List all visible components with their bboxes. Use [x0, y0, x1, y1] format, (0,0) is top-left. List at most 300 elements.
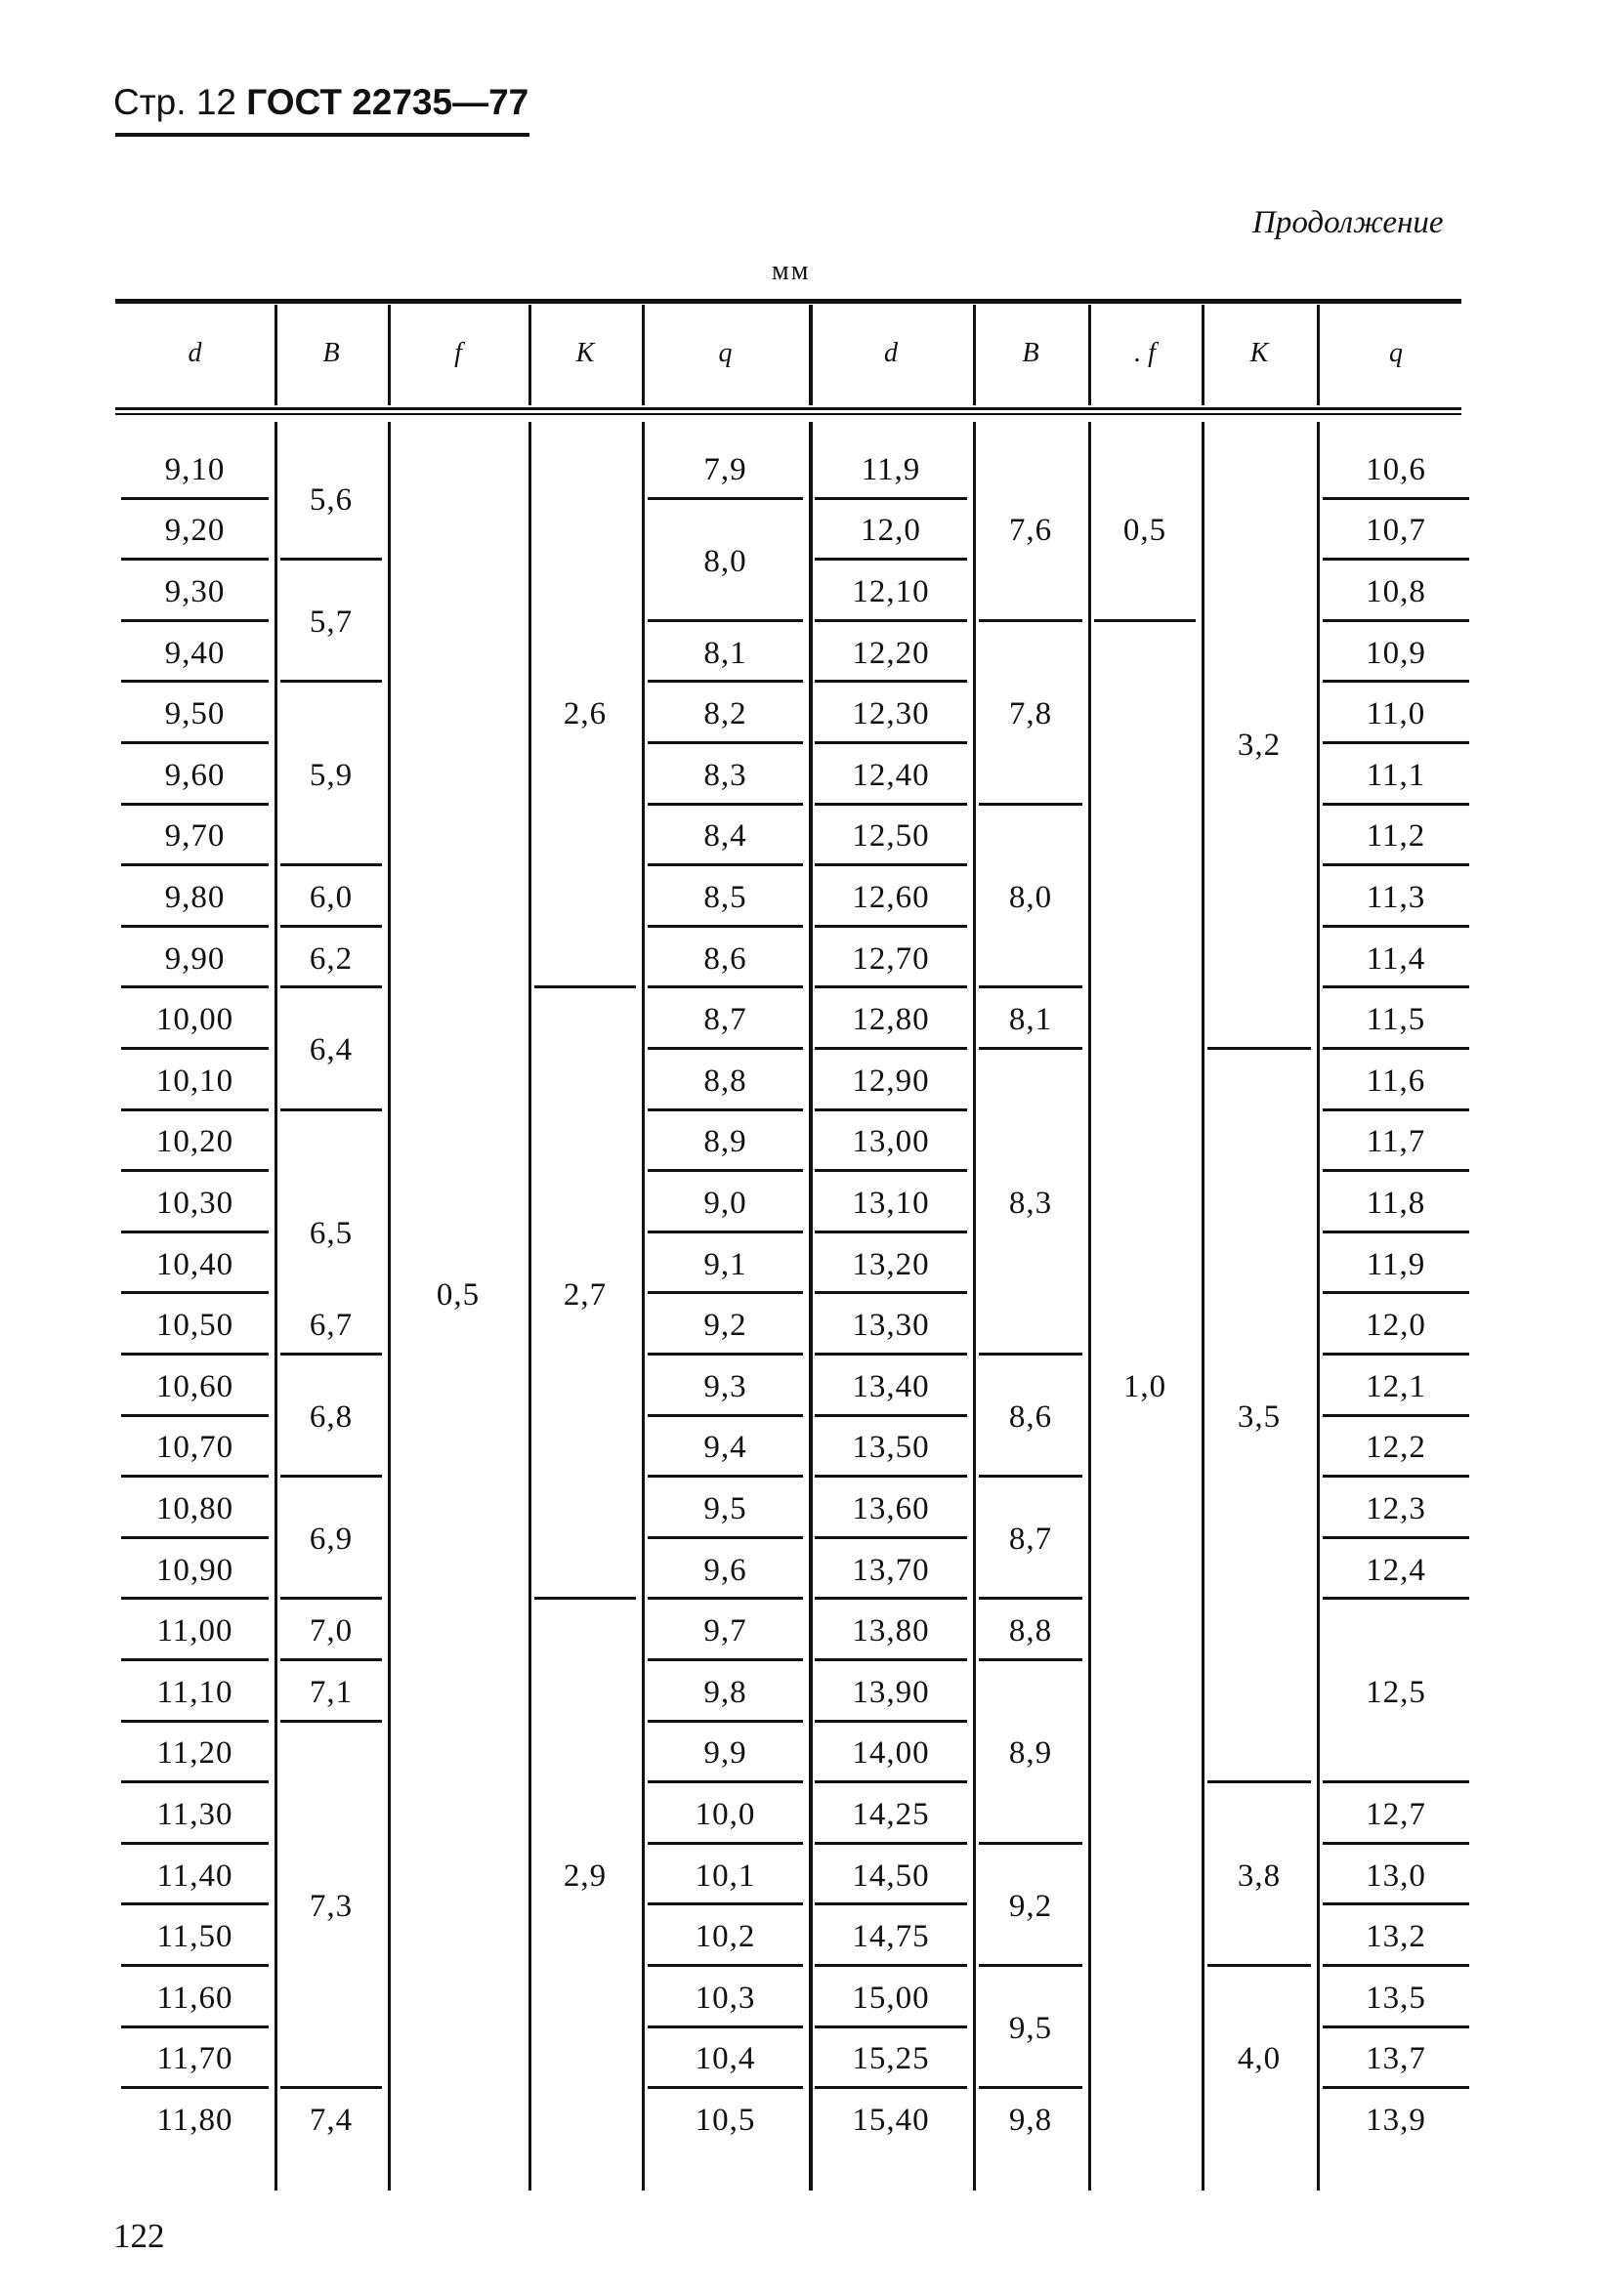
row-divider — [815, 1902, 967, 1905]
cell-d2: 15,40 — [852, 2102, 930, 2138]
row-divider — [648, 1597, 803, 1600]
row-divider — [121, 1108, 269, 1111]
row-divider — [815, 1780, 967, 1783]
span-divider — [1207, 1964, 1311, 1967]
cell-B: 6,7 — [309, 1308, 354, 1344]
row-divider — [815, 558, 967, 561]
cell-q2: 12,0 — [1366, 1308, 1426, 1344]
row-divider — [648, 1353, 803, 1356]
row-divider — [1323, 1902, 1469, 1905]
row-divider — [1323, 863, 1469, 866]
cell-d: 9,20 — [164, 513, 226, 549]
span-divider — [280, 1475, 382, 1478]
column-header-2: B — [322, 338, 340, 368]
cell-d: 10,80 — [155, 1490, 234, 1526]
span-divider — [280, 1658, 382, 1661]
cell-q2: 10,8 — [1366, 573, 1426, 609]
row-divider — [1323, 1047, 1469, 1050]
cell-d2: 14,00 — [852, 1735, 930, 1772]
row-divider — [121, 741, 269, 744]
row-divider — [1323, 1291, 1469, 1294]
header-bottom-rule-2 — [115, 413, 1461, 415]
header-column-divider — [1202, 305, 1204, 405]
row-divider — [815, 1536, 967, 1539]
row-divider — [121, 985, 269, 988]
cell-q: 9,0 — [703, 1185, 747, 1221]
row-divider — [648, 1108, 803, 1111]
row-divider — [815, 497, 967, 500]
row-divider — [648, 1780, 803, 1783]
cell-f2: 1,0 — [1122, 1368, 1167, 1404]
row-divider — [648, 1720, 803, 1723]
row-divider — [121, 1658, 269, 1661]
span-divider — [979, 985, 1082, 988]
cell-B2: 7,6 — [1008, 513, 1053, 549]
span-divider — [979, 1353, 1082, 1356]
continuation-label: Продолжение — [1252, 205, 1444, 240]
cell-q2: 10,7 — [1366, 513, 1426, 549]
cell-d2: 13,30 — [852, 1308, 930, 1344]
row-divider — [121, 1536, 269, 1539]
row-divider — [121, 1902, 269, 1905]
cell-B2: 8,6 — [1008, 1399, 1053, 1436]
cell-q: 9,9 — [703, 1735, 747, 1772]
row-divider — [815, 619, 967, 622]
row-divider — [121, 680, 269, 683]
cell-f2: 0,5 — [1122, 513, 1167, 549]
row-divider — [1323, 1475, 1469, 1478]
row-divider — [815, 1597, 967, 1600]
row-divider — [121, 1475, 269, 1478]
cell-d: 11,40 — [156, 1858, 233, 1894]
header-column-divider — [809, 305, 813, 405]
cell-q-merged: 8,0 — [703, 543, 747, 579]
cell-d2: 12,30 — [852, 696, 930, 732]
cell-B2: 8,0 — [1008, 879, 1053, 915]
row-divider — [815, 1475, 967, 1478]
row-divider — [1323, 497, 1469, 500]
cell-q: 10,2 — [695, 1919, 756, 1955]
cell-B2: 8,8 — [1008, 1613, 1053, 1649]
span-divider — [1207, 1047, 1311, 1050]
cell-q: 8,7 — [703, 1002, 747, 1038]
cell-q2-merged: 12,5 — [1366, 1674, 1426, 1710]
page-num: 12 — [195, 82, 236, 122]
row-divider — [648, 741, 803, 744]
cell-B: 6,0 — [309, 879, 354, 915]
cell-d: 9,40 — [164, 635, 226, 671]
header-column-divider — [275, 305, 277, 405]
cell-B: 6,4 — [309, 1032, 354, 1068]
cell-d2: 11,9 — [861, 451, 921, 487]
cell-B: 5,7 — [309, 605, 354, 641]
cell-q: 9,6 — [703, 1552, 747, 1588]
row-divider — [648, 1536, 803, 1539]
row-divider — [1323, 2086, 1469, 2089]
cell-q2: 11,4 — [1366, 940, 1426, 977]
cell-B: 7,4 — [309, 2102, 354, 2138]
row-divider — [815, 1291, 967, 1294]
cell-d2: 13,90 — [852, 1674, 930, 1710]
row-divider — [1323, 803, 1469, 806]
cell-q2: 13,5 — [1366, 1980, 1426, 2016]
column-header-6: d — [884, 338, 898, 368]
span-divider — [280, 863, 382, 866]
cell-d2: 12,50 — [852, 818, 930, 855]
row-divider — [815, 680, 967, 683]
row-divider — [815, 1047, 967, 1050]
row-divider — [815, 741, 967, 744]
span-divider — [979, 1964, 1082, 1967]
row-divider — [1323, 1414, 1469, 1417]
row-divider — [815, 1964, 967, 1967]
cell-d: 10,00 — [155, 1002, 234, 1038]
row-divider — [648, 680, 803, 683]
cell-q2: 11,6 — [1366, 1063, 1426, 1099]
row-divider — [1323, 1842, 1469, 1845]
row-divider — [648, 1842, 803, 1845]
row-divider — [121, 1842, 269, 1845]
row-divider — [815, 1842, 967, 1845]
cell-q2: 12,1 — [1366, 1368, 1426, 1404]
column-header-1: d — [188, 338, 202, 368]
column-header-4: K — [575, 338, 595, 368]
cell-q: 7,9 — [703, 451, 747, 487]
row-divider — [648, 1902, 803, 1905]
cell-d2: 13,00 — [852, 1124, 930, 1160]
span-divider — [979, 1658, 1082, 1661]
cell-q: 10,4 — [695, 2041, 756, 2077]
cell-d2: 12,70 — [852, 940, 930, 977]
span-divider — [280, 2086, 382, 2089]
span-divider — [280, 1108, 382, 1111]
cell-d: 9,70 — [164, 818, 226, 855]
cell-q2: 13,0 — [1366, 1858, 1426, 1894]
row-divider — [1323, 680, 1469, 683]
row-divider — [1323, 741, 1469, 744]
span-divider — [280, 1597, 382, 1600]
page-header — [113, 82, 528, 123]
cell-q2: 12,7 — [1366, 1796, 1426, 1832]
cell-d2: 13,50 — [852, 1430, 930, 1466]
cell-q: 9,2 — [703, 1308, 747, 1344]
cell-B2: 8,1 — [1008, 1002, 1053, 1038]
row-divider — [1323, 1353, 1469, 1356]
row-divider — [815, 1720, 967, 1723]
header-column-divider — [528, 305, 531, 405]
cell-d2: 12,20 — [852, 635, 930, 671]
page-number: 122 — [113, 2217, 165, 2255]
cell-q: 8,2 — [703, 696, 747, 732]
cell-d: 9,50 — [164, 696, 226, 732]
column-header-3: f — [454, 338, 462, 368]
row-divider — [121, 2086, 269, 2089]
row-divider — [815, 2086, 967, 2089]
cell-q2: 12,3 — [1366, 1490, 1426, 1526]
cell-d2: 12,60 — [852, 879, 930, 915]
cell-d2: 15,00 — [852, 1980, 930, 2016]
cell-d: 10,20 — [155, 1124, 234, 1160]
header-column-divider — [1317, 305, 1320, 405]
cell-d2: 12,80 — [852, 1002, 930, 1038]
column-header-5: q — [718, 338, 733, 368]
row-divider — [121, 1291, 269, 1294]
span-divider — [534, 1597, 636, 1600]
cell-q: 8,6 — [703, 940, 747, 977]
row-divider — [1323, 2025, 1469, 2028]
cell-d: 9,80 — [164, 879, 226, 915]
cell-q2: 11,7 — [1366, 1124, 1426, 1160]
cell-q2: 11,2 — [1366, 818, 1426, 855]
span-divider — [1207, 1780, 1311, 1783]
span-divider — [979, 619, 1082, 622]
cell-d2: 13,70 — [852, 1552, 930, 1588]
row-divider — [815, 925, 967, 928]
cell-q2: 13,7 — [1366, 2041, 1426, 2077]
row-divider — [1323, 985, 1469, 988]
header-column-divider — [973, 305, 976, 405]
row-divider — [648, 1475, 803, 1478]
row-divider — [815, 1169, 967, 1172]
span-divider — [979, 1597, 1082, 1600]
cell-B: 7,1 — [309, 1674, 354, 1710]
cell-B: 7,0 — [309, 1613, 354, 1649]
row-divider — [648, 863, 803, 866]
row-divider — [121, 925, 269, 928]
span-divider — [534, 985, 636, 988]
row-divider — [121, 2025, 269, 2028]
cell-K2: 3,5 — [1237, 1399, 1282, 1436]
span-divider — [280, 985, 382, 988]
cell-d: 9,30 — [164, 573, 226, 609]
row-divider — [121, 1169, 269, 1172]
cell-d2: 14,50 — [852, 1858, 930, 1894]
cell-q: 8,3 — [703, 757, 747, 793]
column-header-9: K — [1249, 338, 1269, 368]
cell-d2: 14,25 — [852, 1796, 930, 1832]
cell-K2: 4,0 — [1237, 2041, 1282, 2077]
row-divider — [121, 1047, 269, 1050]
cell-q: 10,0 — [695, 1796, 756, 1832]
span-divider — [979, 2086, 1082, 2089]
row-divider — [648, 925, 803, 928]
cell-B2: 7,8 — [1008, 696, 1053, 732]
cell-d: 10,40 — [155, 1246, 234, 1282]
standard-code: ГОСТ 22735—77 — [246, 82, 529, 122]
cell-B: 5,6 — [309, 482, 354, 519]
header-bottom-rule — [115, 407, 1461, 410]
row-divider — [1323, 1964, 1469, 1967]
cell-q2: 12,4 — [1366, 1552, 1426, 1588]
cell-q: 9,7 — [703, 1613, 747, 1649]
row-divider — [648, 1047, 803, 1050]
cell-d: 10,60 — [155, 1368, 234, 1404]
span-divider — [280, 1353, 382, 1356]
row-divider — [1323, 1108, 1469, 1111]
cell-q2: 10,9 — [1366, 635, 1426, 671]
row-divider — [648, 1658, 803, 1661]
cell-d: 11,50 — [156, 1919, 233, 1955]
row-divider — [121, 1231, 269, 1233]
cell-d: 9,90 — [164, 940, 226, 977]
cell-q2: 11,0 — [1366, 696, 1426, 732]
row-divider — [121, 1597, 269, 1600]
cell-q: 8,9 — [703, 1124, 747, 1160]
cell-K2: 3,2 — [1237, 727, 1282, 763]
cell-d: 10,30 — [155, 1185, 234, 1221]
cell-d: 10,10 — [155, 1063, 234, 1099]
cell-q: 9,5 — [703, 1490, 747, 1526]
cell-q: 8,4 — [703, 818, 747, 855]
cell-d: 9,60 — [164, 757, 226, 793]
row-divider — [1323, 558, 1469, 561]
row-divider — [648, 1414, 803, 1417]
cell-K: 2,6 — [563, 696, 608, 732]
cell-d2: 14,75 — [852, 1919, 930, 1955]
cell-q: 9,8 — [703, 1674, 747, 1710]
cell-d2: 13,20 — [852, 1246, 930, 1282]
cell-d: 11,20 — [156, 1735, 233, 1772]
cell-d2: 12,40 — [852, 757, 930, 793]
cell-d2: 15,25 — [852, 2041, 930, 2077]
cell-q: 10,3 — [695, 1980, 756, 2016]
row-divider — [648, 1169, 803, 1172]
cell-B: 5,9 — [309, 757, 354, 793]
cell-d: 9,10 — [164, 451, 226, 487]
cell-d2: 12,0 — [861, 513, 921, 549]
cell-K: 2,7 — [563, 1276, 608, 1313]
cell-q2: 13,2 — [1366, 1919, 1426, 1955]
cell-f: 0,5 — [436, 1276, 481, 1313]
row-divider — [815, 1231, 967, 1233]
cell-d: 10,90 — [155, 1552, 234, 1588]
span-divider — [979, 803, 1082, 806]
cell-d2: 13,80 — [852, 1613, 930, 1649]
row-divider — [121, 863, 269, 866]
cell-d: 11,10 — [156, 1674, 233, 1710]
cell-q: 9,3 — [703, 1368, 747, 1404]
cell-d2: 13,60 — [852, 1490, 930, 1526]
cell-q: 10,1 — [695, 1858, 756, 1894]
cell-d: 10,70 — [155, 1430, 234, 1466]
row-divider — [1323, 619, 1469, 622]
span-divider — [280, 1720, 382, 1723]
row-divider — [648, 1291, 803, 1294]
span-divider — [280, 680, 382, 683]
span-divider — [979, 1475, 1082, 1478]
cell-d2: 12,10 — [852, 573, 930, 609]
cell-q: 8,1 — [703, 635, 747, 671]
header-column-divider — [1088, 305, 1091, 405]
unit-label: мм — [772, 256, 811, 286]
cell-q2: 11,1 — [1366, 757, 1426, 793]
cell-B2: 8,3 — [1008, 1186, 1053, 1221]
cell-B: 6,2 — [309, 940, 354, 977]
cell-B2: 9,5 — [1008, 2011, 1053, 2047]
row-divider — [121, 1780, 269, 1783]
span-divider — [280, 925, 382, 928]
cell-q2: 11,9 — [1366, 1246, 1426, 1282]
header-column-divider — [388, 305, 391, 405]
cell-q2: 12,2 — [1366, 1430, 1426, 1466]
row-divider — [815, 1414, 967, 1417]
row-divider — [648, 2086, 803, 2089]
row-divider — [648, 2025, 803, 2028]
row-divider — [815, 1108, 967, 1111]
cell-d: 11,70 — [156, 2041, 233, 2077]
row-divider — [1323, 925, 1469, 928]
cell-q2: 13,9 — [1366, 2102, 1426, 2138]
cell-d: 11,00 — [156, 1613, 233, 1649]
row-divider — [121, 558, 269, 561]
cell-d2: 13,40 — [852, 1368, 930, 1404]
header-column-divider — [642, 305, 645, 405]
cell-B2: 9,8 — [1008, 2102, 1053, 2138]
cell-K: 2,9 — [563, 1858, 608, 1894]
column-header-7: B — [1022, 338, 1039, 368]
cell-B: 6,5 — [309, 1216, 354, 1252]
row-divider — [815, 803, 967, 806]
row-divider — [121, 619, 269, 622]
row-divider — [121, 1964, 269, 1967]
cell-q2: 10,6 — [1366, 451, 1426, 487]
cell-d: 10,50 — [155, 1308, 234, 1344]
row-divider — [121, 803, 269, 806]
row-divider — [648, 1964, 803, 1967]
cell-q: 8,5 — [703, 879, 747, 915]
row-divider — [815, 863, 967, 866]
span-divider — [280, 558, 382, 561]
row-divider — [648, 1231, 803, 1233]
row-divider — [121, 1414, 269, 1417]
span-divider — [979, 1842, 1082, 1845]
cell-q: 9,4 — [703, 1430, 747, 1466]
cell-q2: 11,5 — [1366, 1002, 1426, 1038]
row-divider — [1323, 1169, 1469, 1172]
row-divider — [815, 1658, 967, 1661]
row-divider — [121, 1720, 269, 1723]
column-header-8: . f — [1134, 338, 1156, 368]
cell-B: 6,8 — [309, 1399, 354, 1436]
row-divider — [1323, 1536, 1469, 1539]
span-divider — [979, 1047, 1082, 1050]
cell-d: 11,30 — [156, 1796, 233, 1832]
header-underline — [115, 133, 529, 137]
cell-d: 11,80 — [156, 2102, 233, 2138]
cell-q: 9,1 — [703, 1246, 747, 1282]
span-divider — [1094, 619, 1196, 622]
row-divider — [815, 2025, 967, 2028]
page-prefix: Стр. — [113, 82, 187, 122]
row-divider — [121, 497, 269, 500]
cell-B: 7,3 — [309, 1888, 354, 1924]
cell-d2: 13,10 — [852, 1185, 930, 1221]
cell-q: 8,8 — [703, 1063, 747, 1099]
row-divider — [815, 985, 967, 988]
cell-q2: 11,8 — [1366, 1185, 1426, 1221]
cell-q: 10,5 — [695, 2102, 756, 2138]
row-divider — [648, 497, 803, 500]
row-divider — [1323, 1231, 1469, 1233]
column-header-10: q — [1389, 338, 1403, 368]
cell-q2: 11,3 — [1366, 879, 1426, 915]
cell-d: 11,60 — [156, 1980, 233, 2016]
cell-B2: 8,9 — [1008, 1735, 1053, 1772]
row-divider — [1323, 1597, 1469, 1600]
cell-K2: 3,8 — [1237, 1858, 1282, 1894]
cell-d2: 12,90 — [852, 1063, 930, 1099]
row-divider — [121, 1353, 269, 1356]
